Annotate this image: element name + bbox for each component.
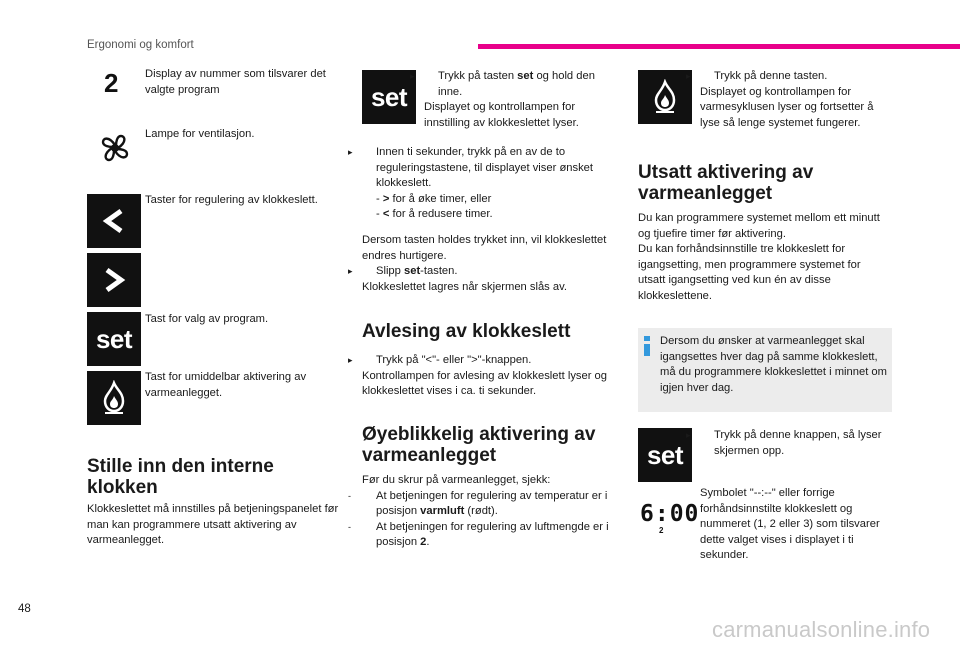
symbol-description: Symbolet "--:--" eller forrige forhåndsinnstilte klokkeslett og nummeret (1, 2 eller 3) som tilsvarer dette valget vises i displayet i ti sekunder. — [700, 487, 880, 561]
internal-clock-body: Klokkeslettet må innstilles på betjeningspanelet før man kan programmere utsatt aktivering av varmeanlegget. — [87, 503, 339, 546]
display-number-symbol: 2 — [104, 68, 119, 98]
arrow-bullet-icon: ▸ — [348, 355, 353, 365]
page-number: 48 — [18, 603, 31, 615]
arrow-bullet-icon: ▸ — [686, 430, 691, 440]
info-icon — [644, 336, 650, 356]
watermark: carmanualsonline.info — [712, 617, 931, 642]
arrow-bullet-icon: ▸ — [348, 266, 353, 276]
read-clock-body: ▸ Trykk på "<"- eller ">"-knappen. Kontrollampen for avlesing av klokkeslett lyser og klokkeslettet vises i ca. ti sekunder. — [348, 354, 607, 397]
display-number-text: Display av nummer som tilsvarer det valgte program — [145, 68, 326, 96]
arrow-bullet-icon: ▸ — [348, 147, 353, 157]
set-key-icon: set — [362, 70, 416, 124]
section-title-delayed: Utsatt aktivering av varmeanlegget — [638, 162, 814, 204]
hold-key-text: Dersom tasten holdes trykket inn, vil klokkeslettet endres hurtigere. ▸ Slipp set-tasten. Klokkeslettet lagres når skjermen slås av. — [348, 234, 607, 293]
section-title-read-clock: Avlesing av klokkeslett — [362, 321, 571, 342]
press-heater-instruction: ▸ Trykk på denne tasten. Displayet og kontrollampen for varmesyklusen lyser og fortsetter å lyse så lenge systemet fungerer. — [686, 70, 874, 129]
chapter-accent-bar — [478, 44, 960, 49]
fan-lamp-text: Lampe for ventilasjon. — [145, 128, 255, 140]
clock-display-icon: 6:00 2 — [640, 501, 700, 535]
program-key-text: Tast for valg av program. — [145, 313, 269, 325]
increase-key-icon — [87, 253, 141, 307]
section-title-immediate: Øyeblikkelig aktivering av varmeanlegget — [362, 424, 596, 466]
immediate-checklist: Før du skrur på varmeanlegget, sjekk: - At betjeningen for regulering av temperatur er i posisjon varmluft (rødt). - At betjeningen for regulering av luftmengde er i posisjon 2. — [348, 474, 609, 548]
immediate-key-text: Tast for umiddelbar aktivering av varmeanlegget. — [145, 371, 307, 399]
heater-flame-icon — [638, 70, 692, 124]
fan-icon — [95, 128, 135, 168]
heater-flame-icon — [87, 371, 141, 425]
arrow-bullet-icon: ▸ — [410, 71, 415, 81]
info-text: Dersom du ønsker at varmeanlegget skal igangsettes hver dag på samme klokkeslett, må du programmere klokkeslettet i minnet om igjen hver dag. — [660, 335, 887, 394]
arrow-bullet-icon: ▸ — [686, 71, 691, 81]
set-key-icon: set — [638, 428, 692, 482]
clock-adjust-steps: ▸ Innen ti sekunder, trykk på en av de to reguleringstastene, til displayet viser ønsket klokkeslett. - > for å øke timer, eller - < for å redusere timer. — [348, 146, 594, 220]
decrease-key-icon — [87, 194, 141, 248]
chapter-title: Ergonomi og komfort — [87, 39, 194, 51]
press-set-instruction: ▸ Trykk på tasten set og hold den inne. Displayet og kontrollampen for innstilling av klokkeslettet lyser. — [410, 70, 595, 129]
clock-keys-text: Taster for regulering av klokkeslett. — [145, 194, 318, 206]
info-box — [638, 328, 892, 412]
delayed-body: Du kan programmere systemet mellom ett minutt og tjuefire timer før aktivering. Du kan forhåndsinnstille tre klokkeslett for igangsetting, men programmere systemet for utsatt igangsetting ved kun én av disse klokkeslettene. — [638, 212, 880, 302]
section-title-internal-clock: Stille inn den interne klokken — [87, 456, 274, 498]
press-set-button-instruction: ▸ Trykk på denne knappen, så lyser skjermen opp. — [686, 429, 882, 457]
set-key-icon: set — [87, 312, 141, 366]
